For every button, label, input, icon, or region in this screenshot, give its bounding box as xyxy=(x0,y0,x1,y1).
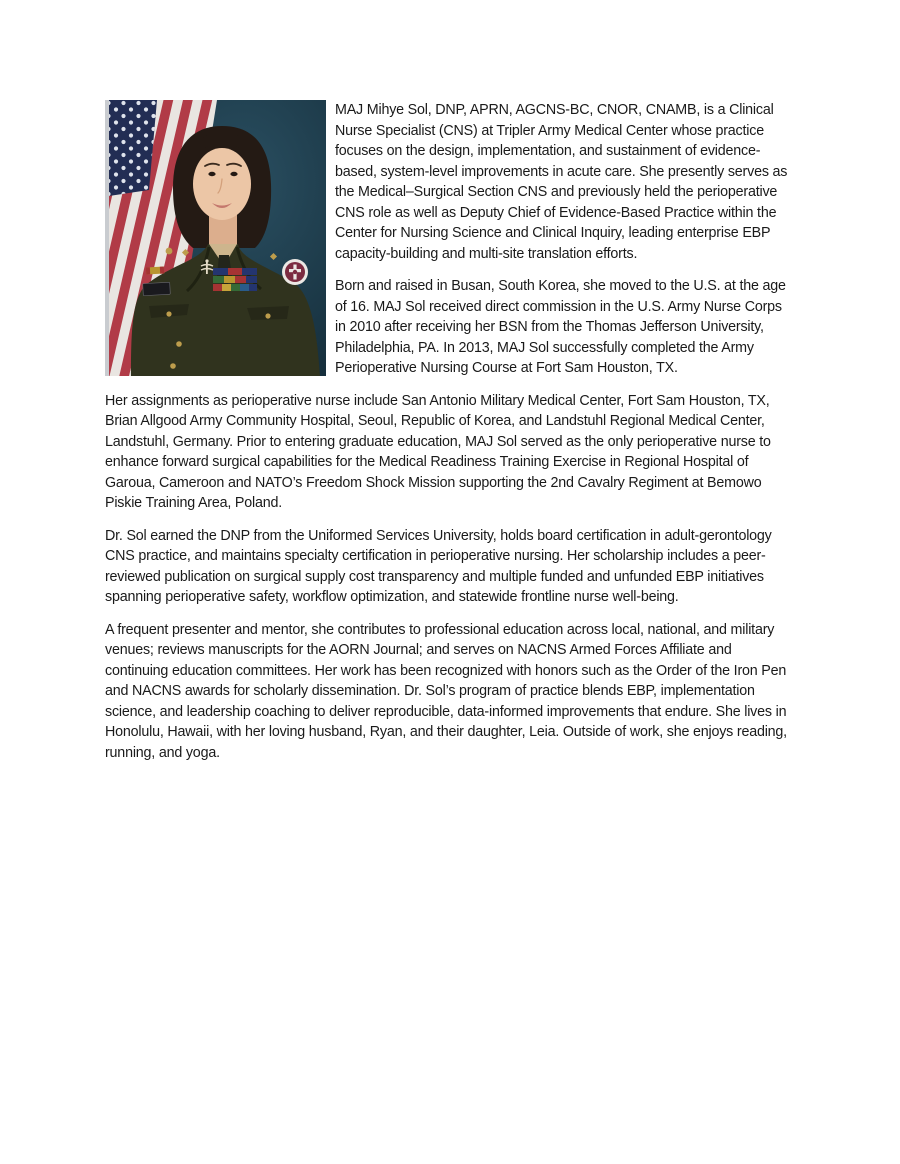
bio-paragraph-2: Born and raised in Busan, South Korea, she moved to the U.S. at the age of 16. MAJ Sol received direct commission in the U.S. Army Nurse Corps in 2010 after receiving her BSN from the Thomas Jefferson University, Philadelphia, PA. In 2013, MAJ Sol successfully completed the Army Perioperative Nursing Course at Fort Sam Houston, TX. xyxy=(335,278,786,376)
bio-paragraph-4: Dr. Sol earned the DNP from the Uniformed Services University, holds board certification in adult-gerontology CNS practice, and maintains specialty certification in perioperative nursing. Her scholarship includes a peer-reviewed publication on surgical supply cost transparency and multiple funded and unfunded EBP initiatives spanning perioperative safety, workflow optimization, and statewide frontline nurse well-being. xyxy=(105,527,772,605)
portrait-illustration xyxy=(105,100,326,376)
placket-button xyxy=(170,363,176,369)
unit-award-ribbon xyxy=(146,267,164,275)
bio-paragraph-3: Her assignments as perioperative nurse include San Antonio Military Medical Center, Fort Sam Houston, TX, Brian Allgood Army Community Hospital, Seoul, Republic of Korea, and Landstuhl Regional Medical Center, Landstuhl, Germany. Prior to entering graduate education, MAJ Sol served as the only perioperative nurse to enhance forward surgical capabilities for the Medical Readiness Training Exercise in Regional Hospital of Garoua, Cameroon and NATO’s Freedom Shock Mission supporting the 2nd Cavalry Regiment at Bemowo Piskie Training Area, Poland. xyxy=(105,392,771,511)
pocket-button xyxy=(265,313,270,318)
name-plate xyxy=(143,282,171,295)
bio-paragraph-5: A frequent presenter and mentor, she contributes to professional education across local, national, and military venues; reviews manuscripts for the AORN Journal; and serves on NACNS Armed Forces Affiliate and continuing education committees. Her work has been recognized with honors such as the Order of the Iron Pen and NACNS awards for scholarly dissemination. Dr. Sol’s program of practice blends EBP, implementation science, and leadership coaching to deliver reproducible, data-informed improvements that endure. She lives in Honolulu, Hawaii, with her loving husband, Ryan, and their daughter, Leia. Outside of work, she enjoys reading, running, and yoga. xyxy=(105,621,787,761)
left-eye xyxy=(208,172,215,176)
bio-paragraph-1: MAJ Mihye Sol, DNP, APRN, AGCNS-BC, CNOR, CNAMB, is a Clinical Nurse Specialist (CNS) at Tripler Army Medical Center whose practice focuses on the design, implementation, and sustainment of evidence-based, system-level improvements in acute care. She presently serves as the Medical–Surgical Section CNS and previously held the perioperative CNS role as well as Deputy Chief of Evidence-Based Practice within the Center for Nursing Science and Clinical Inquiry, leading enterprise EBP capacity-building and multi-site translation efforts. xyxy=(335,102,788,262)
portrait-photo xyxy=(105,100,326,376)
right-eye xyxy=(230,172,237,176)
placket-button xyxy=(176,341,182,347)
ribbon-rack xyxy=(213,268,257,291)
branch-insignia-icon xyxy=(166,248,173,255)
medical-command-patch-icon xyxy=(282,259,308,285)
pocket-button xyxy=(166,311,171,316)
